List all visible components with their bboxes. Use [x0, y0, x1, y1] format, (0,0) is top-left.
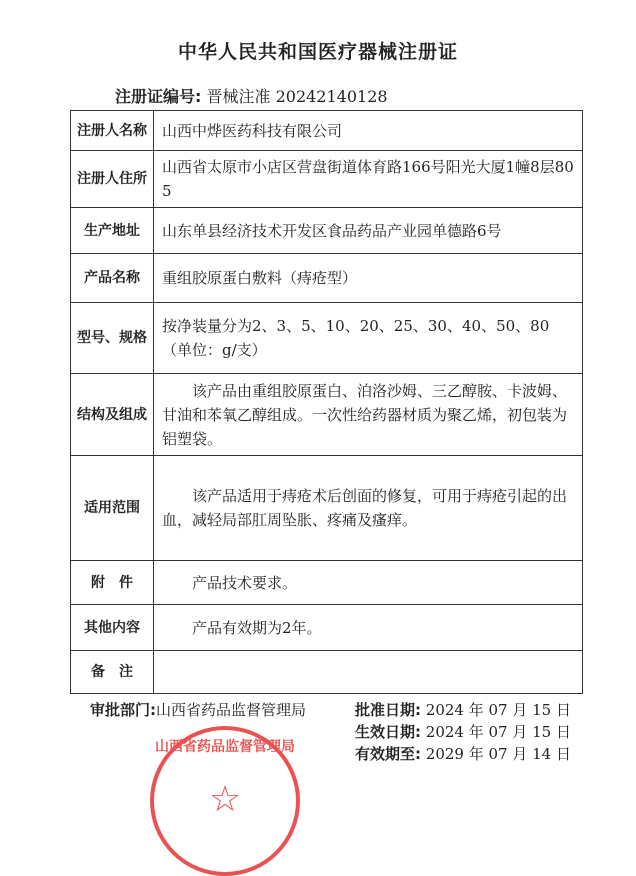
- effective-value: 2024 年 07 月 15 日: [425, 723, 571, 741]
- table-row: [71, 605, 583, 651]
- row-value: 产品有效期为2年。: [154, 605, 583, 651]
- row-label: 产品名称: [71, 254, 154, 303]
- table-row: [71, 208, 583, 254]
- official-seal: [150, 726, 300, 876]
- table-row: [71, 374, 583, 456]
- certificate-footer: [0, 698, 636, 820]
- approval-date: [355, 700, 571, 720]
- approve-label: 批准日期:: [355, 701, 421, 719]
- table-row: [71, 456, 583, 561]
- table-row: [71, 303, 583, 374]
- row-value: [154, 651, 583, 694]
- row-label: 备 注: [71, 651, 154, 694]
- dept-label: 审批部门:: [90, 701, 156, 719]
- row-value: 该产品适用于痔疮术后创面的修复，可用于痔疮引起的出血，减轻局部肛周坠胀、疼痛及瘙痒。: [154, 456, 583, 561]
- table-row: [71, 151, 583, 208]
- approve-value: 2024 年 07 月 15 日: [425, 701, 571, 719]
- expiry-date: [355, 744, 571, 764]
- row-value: 山西中烨医药科技有限公司: [154, 111, 583, 151]
- row-label: 注册人名称: [71, 111, 154, 151]
- registration-number: [115, 86, 636, 110]
- row-label: 注册人住所: [71, 151, 154, 208]
- approval-department: [90, 700, 306, 720]
- row-label: 适用范围: [71, 456, 154, 561]
- certificate-table: [70, 110, 583, 694]
- table-row: [71, 254, 583, 303]
- document-title: 中华人民共和国医疗器械注册证: [177, 41, 458, 63]
- row-label: 型号、规格: [71, 303, 154, 374]
- table-row: [71, 561, 583, 605]
- effective-date: [355, 722, 571, 742]
- row-label: 结构及组成: [71, 374, 154, 456]
- effective-label: 生效日期:: [355, 723, 421, 741]
- star-icon: ☆: [208, 779, 242, 820]
- row-label: 附 件: [71, 561, 154, 605]
- row-value: 产品技术要求。: [154, 561, 583, 605]
- row-label: 生产地址: [71, 208, 154, 254]
- row-value: 重组胶原蛋白敷料（痔疮型）: [154, 254, 583, 303]
- row-value: 按净装量分为2、3、5、10、20、25、30、40、50、80（单位：g/支）: [154, 303, 583, 374]
- reg-no-label: 注册证编号:: [115, 87, 202, 106]
- reg-no-value: 晋械注准 20242140128: [206, 87, 388, 106]
- table-row: [71, 111, 583, 151]
- seal-text: 山西省药品监督管理局: [155, 739, 295, 755]
- row-value: 山西省太原市小店区营盘街道体育路166号阳光大厦1幢8层805: [154, 151, 583, 208]
- expire-value: 2029 年 07 月 14 日: [425, 745, 571, 763]
- row-value: 山东单县经济技术开发区食品药品产业园单德路6号: [154, 208, 583, 254]
- row-value: 该产品由重组胶原蛋白、泊洛沙姆、三乙醇胺、卡波姆、甘油和苯氧乙醇组成。一次性给药器材质为聚乙烯，初包装为铝塑袋。: [154, 374, 583, 456]
- row-label: 其他内容: [71, 605, 154, 651]
- dept-value: 山西省药品监督管理局: [156, 701, 307, 719]
- table-row: [71, 651, 583, 694]
- expire-label: 有效期至:: [355, 745, 421, 763]
